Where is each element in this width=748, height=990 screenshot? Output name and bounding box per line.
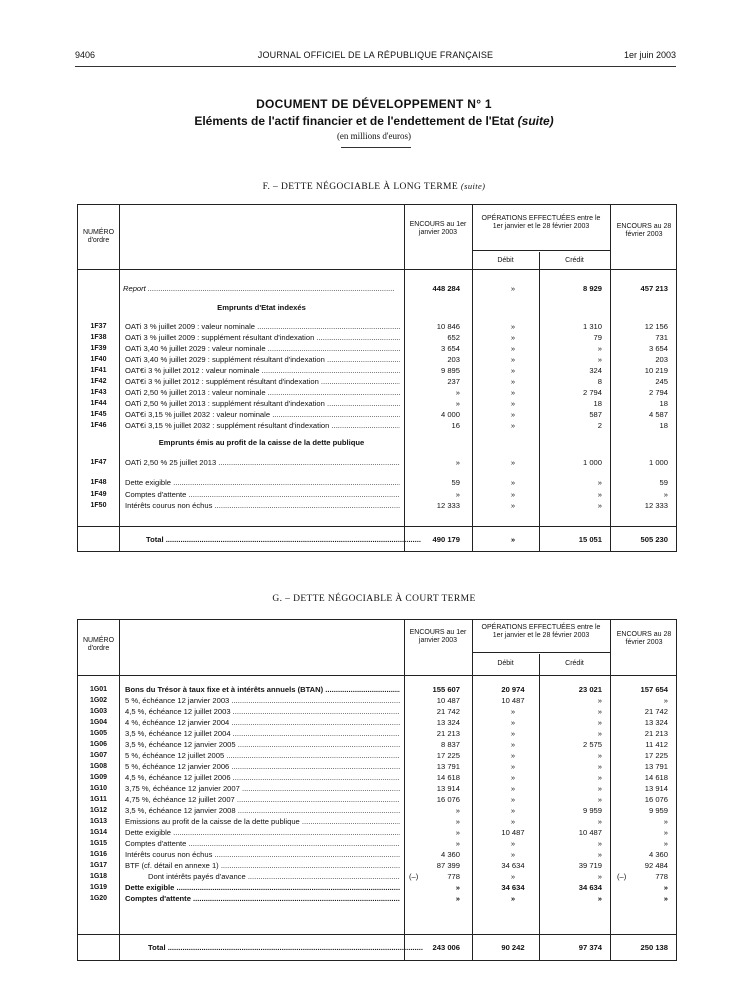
row-value-credit: » [597, 795, 602, 804]
header-bottom-rule [78, 675, 676, 676]
title-rule [341, 147, 411, 148]
row-value-encours-fin: 59 [659, 478, 668, 487]
row-value-encours-debut: 21 742 [436, 707, 460, 716]
row-value-credit: 8 [597, 377, 602, 386]
table-row [78, 860, 676, 871]
header-operations: OPÉRATIONS EFFECTUÉES entre le 1er janvier et le 28 février 2003 [481, 624, 601, 639]
row-value-encours-fin: 18 [659, 399, 668, 408]
row-value-credit: 9 959 [582, 806, 602, 815]
row-value-encours-fin: 157 654 [640, 685, 668, 694]
row-value-encours-fin: 9 959 [648, 806, 668, 815]
row-value-encours-fin: 203 [655, 355, 668, 364]
row-value-debit: 34 634 [501, 883, 525, 892]
row-code: 1G03 [89, 708, 108, 715]
row-value-debit: » [510, 377, 516, 386]
table-row [78, 706, 676, 717]
row-code: 1F45 [90, 411, 107, 418]
row-value-debit: » [510, 535, 516, 544]
row-value-credit: 34 634 [578, 883, 602, 892]
row-label: Comptes d'attente ..... [125, 838, 400, 849]
row-value-encours-debut: » [455, 458, 460, 467]
row-code: 1F40 [90, 356, 107, 363]
row-value-encours-fin: » [663, 696, 668, 705]
row-value-credit: 2 [597, 421, 602, 430]
row-value-debit: » [510, 817, 516, 826]
row-sign-encours-fin: (–) [617, 872, 627, 881]
row-value-encours-debut: 9 895 [440, 366, 460, 375]
row-label: OATi 2,50 % 25 juillet 2013 ..... [125, 457, 400, 468]
row-value-encours-fin: 13 324 [644, 718, 668, 727]
row-value-encours-debut: 14 618 [436, 773, 460, 782]
row-value-debit: » [510, 421, 516, 430]
table-row [78, 794, 676, 805]
total-row [78, 942, 676, 953]
row-value-debit: » [510, 478, 516, 487]
row-label: OAT€i 3,15 % juillet 2032 : valeur nominale ..... [125, 409, 400, 420]
row-value-credit: » [597, 355, 602, 364]
row-label: Dette exigible ..... [125, 477, 400, 488]
row-label: OATi 3,40 % juillet 2029 : valeur nominale ..... [125, 343, 400, 354]
row-code: 1F38 [90, 334, 107, 341]
table-long-term-debt [77, 204, 677, 552]
row-value-encours-fin: » [663, 894, 668, 903]
row-value-credit: 10 487 [578, 828, 602, 837]
subheading-row [78, 437, 676, 448]
row-value-encours-fin: 457 213 [640, 284, 668, 293]
row-value-debit: » [510, 344, 516, 353]
row-code: 1G18 [89, 873, 108, 880]
header-encours-debut: ENCOURS au 1er janvier 2003 [409, 221, 467, 236]
header-encours-fin: ENCOURS au 28 février 2003 [616, 631, 672, 646]
row-label: BTF (cf. détail en annexe 1) ..... [125, 860, 400, 871]
row-value-credit: » [597, 839, 602, 848]
row-value-credit: 1 000 [582, 458, 602, 467]
row-code: 1G16 [89, 851, 108, 858]
row-label: 4,5 %, échéance 12 juillet 2006 ..... [125, 772, 400, 783]
row-label: OATi 3 % juillet 2009 : valeur nominale ..... [125, 321, 400, 332]
subtitle-text: Eléments de l'actif financier et de l'endettement de l'Etat [194, 114, 515, 128]
row-value-encours-debut: 10 846 [436, 322, 460, 331]
header-numero: NUMÉRO d'ordre [82, 637, 115, 652]
row-value-debit: » [510, 784, 516, 793]
row-value-encours-debut: » [455, 828, 460, 837]
row-label: Dont intérêts payés d'avance ..... [148, 871, 400, 882]
row-label: 4,75 %, échéance 12 juillet 2007 ..... [125, 794, 400, 805]
row-code: 1G19 [89, 884, 108, 891]
row-value-credit: 587 [589, 410, 602, 419]
row-value-debit: » [510, 729, 516, 738]
document-title: DOCUMENT DE DÉVELOPPEMENT N° 1 [256, 97, 492, 111]
table-row [78, 783, 676, 794]
row-value-debit: » [510, 806, 516, 815]
table-short-term-debt [77, 619, 677, 961]
table-row [78, 893, 676, 904]
row-value-credit: 1 310 [582, 322, 602, 331]
row-value-encours-debut: » [455, 388, 460, 397]
row-code: 1F37 [90, 323, 107, 330]
row-value-encours-debut: 652 [447, 333, 460, 342]
row-value-credit: » [597, 872, 602, 881]
table-row [78, 739, 676, 750]
row-code: 1F41 [90, 367, 107, 374]
issue-date: 1er juin 2003 [623, 50, 676, 60]
row-value-encours-fin: » [663, 828, 668, 837]
row-value-encours-fin: 11 412 [645, 740, 668, 749]
page-number: 9406 [75, 50, 96, 60]
row-value-credit: 79 [593, 333, 602, 342]
row-value-encours-fin: » [663, 883, 668, 892]
header-debit: Débit [497, 660, 514, 667]
row-value-credit: » [597, 490, 602, 499]
table-row [78, 772, 676, 783]
table-row [78, 684, 676, 695]
row-code: 1G11 [90, 796, 107, 803]
subheading-indexed: Emprunts d'Etat indexés [217, 303, 306, 312]
row-code: 1F49 [90, 491, 107, 498]
row-code: 1F42 [90, 378, 107, 385]
row-value-encours-fin: 12 333 [644, 501, 668, 510]
row-code: 1G17 [89, 862, 108, 869]
table-row [78, 827, 676, 838]
row-value-encours-debut: 243 006 [432, 943, 460, 952]
row-value-debit: 90 242 [501, 943, 525, 952]
row-label: OATi 2,50 % juillet 2013 : supplément résultant d'indexation ..... [125, 398, 400, 409]
section-f-title [0, 181, 748, 192]
row-value-credit: 15 051 [578, 535, 602, 544]
row-value-encours-fin: 731 [655, 333, 668, 342]
row-code: 1F47 [90, 459, 107, 466]
row-value-credit: 97 374 [578, 943, 602, 952]
row-value-debit: » [510, 355, 516, 364]
table-row [78, 477, 676, 488]
table-row [78, 717, 676, 728]
row-value-debit: » [510, 795, 516, 804]
row-label: Dette exigible ..... [125, 882, 400, 893]
table-row [78, 750, 676, 761]
row-label: Intérêts courus non échus ..... [125, 500, 400, 511]
row-label: Comptes d'attente ..... [125, 893, 400, 904]
row-value-encours-fin: 12 156 [644, 322, 668, 331]
table-row [78, 849, 676, 860]
row-value-encours-fin: 14 618 [644, 773, 668, 782]
subheading-cdp: Emprunts émis au profit de la caisse de la dette publique [158, 438, 365, 447]
row-value-debit: » [510, 751, 516, 760]
header-credit: Crédit [565, 660, 584, 667]
row-label: 5 %, échéance 12 juillet 2005 ..... [125, 750, 400, 761]
row-value-credit: » [597, 696, 602, 705]
table-row [78, 332, 676, 343]
row-value-encours-debut: 21 213 [436, 729, 460, 738]
row-value-encours-fin: 1 000 [648, 458, 668, 467]
table-row [78, 398, 676, 409]
row-code: 1G05 [89, 730, 108, 737]
row-value-encours-fin: 18 [659, 421, 668, 430]
header-subrule [472, 250, 610, 251]
row-value-debit: 10 487 [501, 828, 525, 837]
row-label: 3,5 %, échéance 12 janvier 2005 ..... [125, 739, 400, 750]
row-value-credit: 2 575 [582, 740, 602, 749]
row-label: Dette exigible ..... [125, 827, 400, 838]
table-row [78, 420, 676, 431]
row-label: Report ..... [123, 283, 395, 294]
row-value-encours-debut: 17 225 [436, 751, 460, 760]
row-value-encours-fin: 21 742 [644, 707, 668, 716]
table-row [78, 882, 676, 893]
row-value-encours-debut: » [455, 894, 460, 903]
section-f-title-suffix: (suite) [460, 181, 486, 191]
row-value-encours-debut: 778 [447, 872, 460, 881]
row-code: 1G10 [89, 785, 108, 792]
row-value-credit: 39 719 [578, 861, 602, 870]
row-value-credit: » [597, 751, 602, 760]
table-row [78, 343, 676, 354]
row-label: OAT€i 3 % juillet 2012 : supplément résultant d'indexation ..... [125, 376, 400, 387]
row-value-encours-fin: 250 138 [640, 943, 668, 952]
row-value-credit: » [597, 344, 602, 353]
row-code: 1F46 [90, 422, 107, 429]
row-label: OATi 3 % juillet 2009 : supplément résultant d'indexation ..... [125, 332, 400, 343]
row-label: OAT€i 3,15 % juillet 2032 : supplément résultant d'indexation ..... [125, 420, 400, 431]
table-row [78, 376, 676, 387]
row-value-encours-fin: 4 587 [648, 410, 668, 419]
row-value-credit: 8 929 [582, 284, 602, 293]
row-value-credit: 324 [589, 366, 602, 375]
table-row [78, 695, 676, 706]
row-value-encours-debut: » [455, 839, 460, 848]
row-value-debit: » [510, 490, 516, 499]
row-value-encours-debut: 490 179 [432, 535, 460, 544]
row-value-encours-debut: » [455, 817, 460, 826]
row-value-debit: » [510, 894, 516, 903]
row-label: OATi 3,40 % juillet 2029 : supplément résultant d'indexation ..... [125, 354, 400, 365]
row-value-encours-fin: » [663, 490, 668, 499]
running-header [75, 50, 676, 64]
row-code: 1F39 [90, 345, 107, 352]
row-value-encours-fin: 2 794 [648, 388, 668, 397]
table-row [78, 871, 676, 882]
subheading-row [78, 302, 676, 313]
row-value-debit: » [510, 388, 516, 397]
row-code: 1G20 [89, 895, 108, 902]
row-label: 4 %, échéance 12 janvier 2004 ..... [125, 717, 400, 728]
row-value-encours-fin: 4 360 [648, 850, 668, 859]
row-code: 1G07 [89, 752, 108, 759]
row-value-debit: » [510, 284, 516, 293]
row-label: 5 %, échéance 12 janvier 2003 ..... [125, 695, 400, 706]
row-value-credit: 2 794 [582, 388, 602, 397]
row-value-encours-fin: 10 219 [644, 366, 668, 375]
row-code: 1G06 [89, 741, 108, 748]
row-value-encours-fin: 17 225 [644, 751, 668, 760]
row-value-encours-debut: 16 076 [436, 795, 460, 804]
table-row [78, 761, 676, 772]
row-value-encours-debut: 155 607 [432, 685, 460, 694]
row-value-encours-debut: 10 487 [436, 696, 460, 705]
total-row [78, 534, 676, 545]
row-value-encours-debut: 237 [447, 377, 460, 386]
row-value-encours-fin: 245 [655, 377, 668, 386]
header-bottom-rule [78, 269, 676, 270]
row-value-encours-debut: 203 [447, 355, 460, 364]
row-code: 1F44 [90, 400, 107, 407]
row-value-encours-debut: 59 [451, 478, 460, 487]
header-numero: NUMÉRO d'ordre [82, 229, 115, 244]
row-value-encours-debut: 3 654 [440, 344, 460, 353]
row-label: Bons du Trésor à taux fixe et à intérêts annuels (BTAN) ..... [125, 684, 400, 695]
row-value-credit: » [597, 773, 602, 782]
row-code: 1G13 [89, 818, 108, 825]
table-row [78, 387, 676, 398]
row-sign-encours-debut: (–) [409, 872, 419, 881]
header-encours-debut: ENCOURS au 1er janvier 2003 [409, 629, 467, 644]
row-value-encours-debut: 8 837 [440, 740, 460, 749]
header-encours-fin: ENCOURS au 28 février 2003 [616, 223, 672, 238]
header-credit: Crédit [565, 257, 584, 264]
row-value-encours-fin: 505 230 [640, 535, 668, 544]
row-value-debit: 34 634 [501, 861, 525, 870]
table-row [78, 283, 676, 294]
row-code: 1G09 [89, 774, 108, 781]
row-value-debit: » [510, 839, 516, 848]
row-value-encours-fin: 13 791 [644, 762, 668, 771]
table-row [78, 805, 676, 816]
row-value-debit: » [510, 366, 516, 375]
row-value-credit: 23 021 [578, 685, 602, 694]
row-value-encours-debut: 16 [451, 421, 460, 430]
row-code: 1G02 [89, 697, 108, 704]
row-value-credit: » [597, 850, 602, 859]
row-code: 1G04 [89, 719, 108, 726]
row-value-encours-debut: » [455, 399, 460, 408]
row-label: Comptes d'attente ..... [125, 489, 400, 500]
row-label: 3,5 %, échéance 12 janvier 2008 ..... [125, 805, 400, 816]
row-code: 1G08 [89, 763, 108, 770]
row-value-debit: » [510, 458, 516, 467]
row-value-encours-fin: » [663, 817, 668, 826]
row-value-encours-debut: 13 914 [436, 784, 460, 793]
row-label: 4,5 %, échéance 12 juillet 2003 ..... [125, 706, 400, 717]
row-value-credit: » [597, 501, 602, 510]
row-label: Intérêts courus non échus ..... [125, 849, 400, 860]
row-code: 1G12 [89, 807, 108, 814]
row-value-debit: 20 974 [501, 685, 525, 694]
row-value-debit: » [510, 322, 516, 331]
header-subrule [472, 652, 610, 653]
row-code: 1G01 [89, 686, 108, 693]
row-code: 1F48 [90, 479, 107, 486]
row-value-encours-debut: 4 360 [440, 850, 460, 859]
table-row [78, 816, 676, 827]
header-rule [75, 66, 676, 67]
row-value-credit: » [597, 784, 602, 793]
row-value-encours-fin: 16 076 [644, 795, 668, 804]
row-value-encours-debut: » [455, 490, 460, 499]
row-value-debit: » [510, 399, 516, 408]
row-value-encours-fin: 778 [655, 872, 668, 881]
section-f-title-text: F. – DETTE NÉGOCIABLE À LONG TERME [262, 182, 459, 192]
row-value-encours-fin: 3 654 [648, 344, 668, 353]
table-row [78, 838, 676, 849]
row-value-debit: » [510, 718, 516, 727]
row-value-encours-debut: 13 324 [436, 718, 460, 727]
row-value-encours-debut: 87 399 [436, 861, 460, 870]
row-value-encours-debut: 12 333 [436, 501, 460, 510]
row-value-credit: 18 [593, 399, 602, 408]
table-row [78, 321, 676, 332]
row-code: 1F50 [90, 502, 107, 509]
row-value-encours-fin: 92 484 [644, 861, 668, 870]
row-label: 3,5 %, échéance 12 juillet 2004 ..... [125, 728, 400, 739]
row-code: 1G14 [89, 829, 108, 836]
row-value-credit: » [597, 478, 602, 487]
table-row [78, 409, 676, 420]
table-row [78, 500, 676, 511]
journal-title: JOURNAL OFFICIEL DE LA RÉPUBLIQUE FRANÇAISE [257, 50, 494, 60]
row-value-debit: » [510, 872, 516, 881]
unit-note: (en millions d'euros) [336, 131, 412, 141]
row-label: Emissions au profit de la caisse de la dette publique ..... [125, 816, 400, 827]
row-value-debit: » [510, 333, 516, 342]
row-value-debit: » [510, 740, 516, 749]
row-value-credit: » [597, 707, 602, 716]
row-label: Total ..... [146, 534, 421, 545]
row-value-encours-debut: 4 000 [440, 410, 460, 419]
row-value-debit: » [510, 850, 516, 859]
row-label: OATi 2,50 % juillet 2013 : valeur nominale ..... [125, 387, 400, 398]
row-value-encours-fin: 21 213 [644, 729, 668, 738]
section-g-title: G. – DETTE NÉGOCIABLE À COURT TERME [272, 594, 476, 604]
table-row [78, 489, 676, 500]
row-value-credit: » [597, 762, 602, 771]
row-value-debit: » [510, 762, 516, 771]
total-rule [78, 934, 676, 935]
document-subtitle [0, 114, 748, 128]
table-row [78, 457, 676, 468]
row-code: 1F43 [90, 389, 107, 396]
total-rule [78, 526, 676, 527]
header-debit: Débit [497, 257, 514, 264]
row-value-debit: » [510, 773, 516, 782]
row-value-credit: » [597, 817, 602, 826]
row-value-encours-fin: 13 914 [644, 784, 668, 793]
row-label: 3,75 %, échéance 12 janvier 2007 ..... [125, 783, 400, 794]
table-row [78, 728, 676, 739]
row-label: OAT€i 3 % juillet 2012 : valeur nominale ..... [125, 365, 400, 376]
row-value-encours-debut: 13 791 [436, 762, 460, 771]
row-label: 5 %, échéance 12 janvier 2006 ..... [125, 761, 400, 772]
row-value-credit: » [597, 729, 602, 738]
row-value-debit: » [510, 501, 516, 510]
row-code: 1G15 [89, 840, 108, 847]
row-value-debit: 10 487 [501, 696, 525, 705]
row-value-encours-fin: » [663, 839, 668, 848]
row-value-encours-debut: » [455, 806, 460, 815]
row-value-credit: » [597, 718, 602, 727]
row-value-debit: » [510, 410, 516, 419]
row-value-debit: » [510, 707, 516, 716]
header-operations: OPÉRATIONS EFFECTUÉES entre le 1er janvier et le 28 février 2003 [481, 215, 601, 230]
table-row [78, 365, 676, 376]
table-row [78, 354, 676, 365]
row-label: Total ..... [148, 942, 423, 953]
row-value-credit: » [597, 894, 602, 903]
subtitle-suffix: (suite) [517, 114, 554, 128]
row-value-encours-debut: 448 284 [432, 284, 460, 293]
row-value-encours-debut: » [455, 883, 460, 892]
